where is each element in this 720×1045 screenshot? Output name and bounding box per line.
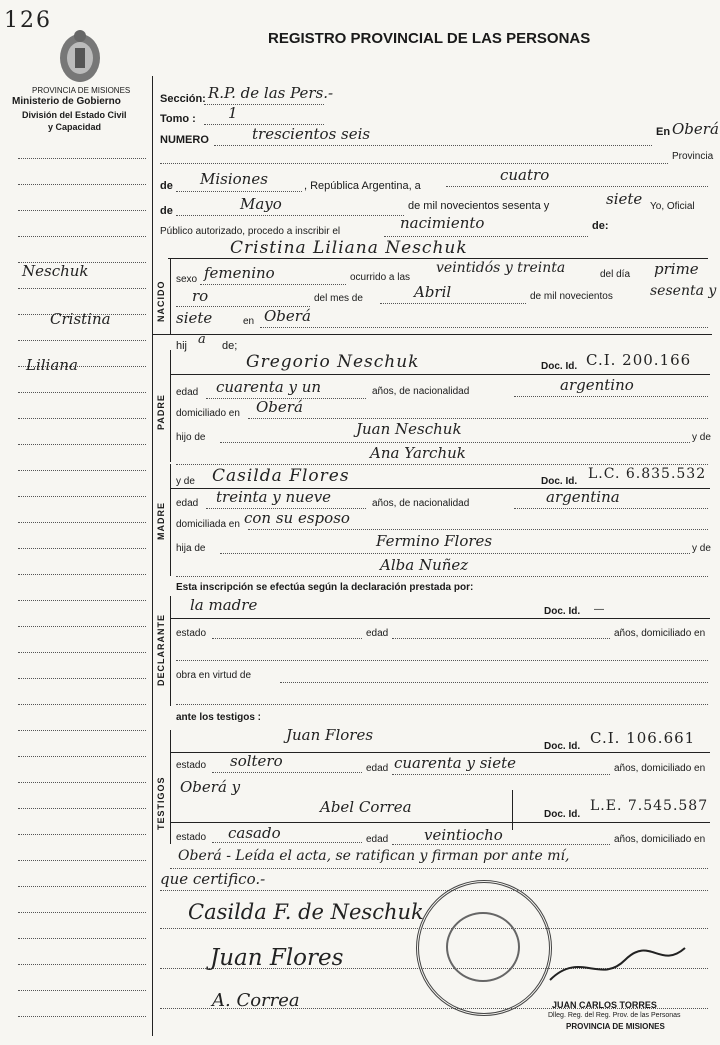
margin-note-middle-name: Liliana	[26, 356, 78, 374]
numero-label: NUMERO	[160, 134, 209, 146]
nacido-anio-cont: siete	[176, 309, 213, 327]
official-signature-icon	[540, 940, 690, 990]
dia-label: del día	[600, 269, 631, 280]
nacido-anio-value: sesenta y	[650, 283, 717, 299]
acto-value: nacimiento	[400, 214, 485, 232]
testigo1-edad-value: cuarenta y siete	[394, 754, 516, 772]
testigo2-domicilio-label: años, domiciliado en	[614, 834, 706, 845]
en-label: En	[656, 126, 671, 138]
testigo2-edad-label: edad	[366, 834, 389, 845]
declarante-obra-label: obra en virtud de	[176, 670, 252, 681]
padre-doc-label: Doc. Id.	[541, 361, 578, 372]
signature-testigo-1: Juan Flores	[210, 945, 344, 971]
hij-value: a	[198, 332, 206, 347]
hora-value: veintidós y treinta	[436, 260, 566, 276]
testigo2-doc-label: Doc. Id.	[544, 809, 581, 820]
madre-nombre: Casilda Flores	[212, 466, 350, 486]
madre-y-de-label: y de	[176, 476, 195, 487]
hij-de-label: de;	[222, 340, 238, 352]
madre-padre-de: Fermino Flores	[376, 532, 493, 550]
org-province: PROVINCIA DE MISIONES	[32, 86, 131, 95]
numero-value: trescientos seis	[252, 125, 371, 143]
oficial-cargo: Dlleg. Reg. del Reg. Prov. de las Personas	[548, 1012, 681, 1019]
testigo1-domicilio-value: Oberá y	[180, 778, 241, 796]
nacido-dia-value: prime	[654, 260, 699, 278]
padre-y-de-label: y de	[692, 432, 711, 443]
madre-edad-label: edad	[176, 498, 199, 509]
mes-value: Mayo	[240, 195, 282, 213]
de-label-2: de	[160, 205, 173, 217]
nacido-dia-cont: ro	[192, 287, 209, 305]
org-capacity: y Capacidad	[48, 122, 102, 132]
nacido-mes-value: Abril	[414, 283, 452, 301]
padre-madre-de: Ana Yarchuk	[370, 444, 466, 462]
provincia-value: Misiones	[200, 170, 268, 188]
testigo2-edad-value: veintiocho	[424, 826, 503, 844]
margin-note-first-name: Cristina	[50, 310, 111, 328]
sexo-value: femenino	[204, 264, 275, 282]
declarante-intro: Esta inscripción se efectúa según la declaración prestada por:	[176, 582, 474, 593]
seccion-label: Sección:	[160, 93, 206, 105]
testigo1-domicilio-label: años, domiciliado en	[614, 763, 706, 774]
madre-y-de2-label: y de	[692, 543, 711, 554]
ocurrido-label: ocurrido a las	[350, 272, 411, 283]
sexo-label: sexo	[176, 274, 198, 285]
anio-value: siete	[606, 190, 643, 208]
hij-label: hij	[176, 340, 188, 352]
coat-of-arms-icon	[55, 28, 105, 84]
tomo-value: 1	[228, 104, 238, 122]
madre-doc-value: L.C. 6.835.532	[588, 466, 707, 482]
padre-hijo-label: hijo de	[176, 432, 206, 443]
madre-doc-label: Doc. Id.	[541, 476, 578, 487]
nacido-en-label: en	[243, 316, 255, 327]
oficial-provincia: PROVINCIA DE MISIONES	[566, 1022, 665, 1031]
en-value: Oberá	[672, 120, 719, 138]
oficial-label: Yo, Oficial	[650, 201, 695, 212]
nacido-lugar-value: Oberá	[264, 307, 311, 325]
padre-domicilio-value: Oberá	[256, 398, 303, 416]
page-number: 126	[4, 8, 52, 33]
testigo1-doc-value: C.I. 106.661	[590, 729, 696, 747]
mes-label: del mes de	[314, 293, 363, 304]
declarante-nombre: la madre	[190, 596, 258, 614]
padre-nombre: Gregorio Neschuk	[246, 352, 420, 372]
section-label-padre: PADRE	[156, 394, 166, 430]
cierre-text: que certifico.-	[160, 870, 266, 888]
signature-testigo-2: A. Correa	[212, 990, 300, 1011]
madre-domicilio-label: domiciliada en	[176, 519, 240, 530]
nacido-nombre: Cristina Liliana Neschuk	[230, 238, 468, 258]
testigo2-doc-value: L.E. 7.545.587	[590, 798, 709, 814]
publico-label: Público autorizado, procedo a inscribir el	[160, 226, 341, 237]
madre-edad-value: treinta y nueve	[216, 488, 332, 506]
madre-nacionalidad-value: argentina	[546, 488, 620, 506]
section-label-testigos: TESTIGOS	[156, 776, 166, 830]
testigo1-estado-value: soltero	[230, 752, 283, 770]
padre-padre-de: Juan Neschuk	[356, 420, 462, 438]
oficial-nombre: JUAN CARLOS TORRES	[552, 1000, 657, 1010]
de-label-3: de:	[592, 220, 609, 232]
padre-nacionalidad-value: argentino	[560, 376, 634, 394]
testigo2-domicilio-value: Oberá - Leída el acta, se ratifican y firman por ante mí,	[178, 848, 570, 864]
section-label-declarante: DECLARANTE	[156, 614, 166, 686]
testigo2-estado-label: estado	[176, 832, 207, 843]
madre-hija-label: hija de	[176, 543, 206, 554]
section-label-madre: MADRE	[156, 502, 166, 540]
section-label-nacido: NACIDO	[156, 280, 166, 322]
testigos-intro: ante los testigos :	[176, 712, 262, 723]
madre-domicilio-value: con su esposo	[244, 509, 350, 527]
tomo-label: Tomo :	[160, 113, 196, 125]
declarante-edad-label: edad	[366, 628, 389, 639]
padre-nacionalidad-label: años, de nacionalidad	[372, 386, 470, 397]
testigo1-estado-label: estado	[176, 760, 207, 771]
republica-label: , República Argentina, a	[304, 180, 421, 192]
seccion-value: R.P. de las Pers.-	[208, 84, 334, 102]
declarante-doc-label: Doc. Id.	[544, 606, 581, 617]
declarante-estado-label: estado	[176, 628, 207, 639]
testigo1-edad-label: edad	[366, 763, 389, 774]
main-column-rule	[152, 76, 153, 1036]
dia-value: cuatro	[500, 166, 550, 184]
margin-note-surname: Neschuk	[22, 262, 89, 280]
madre-madre-de: Alba Nuñez	[380, 556, 469, 574]
padre-doc-value: C.I. 200.166	[586, 351, 692, 369]
signature-declarante: Casilda F. de Neschuk	[188, 900, 424, 924]
document-title: REGISTRO PROVINCIAL DE LAS PERSONAS	[268, 30, 591, 47]
madre-nacionalidad-label: años, de nacionalidad	[372, 498, 470, 509]
de-label-1: de	[160, 180, 173, 192]
anio-label: de mil novecientos sesenta y	[408, 200, 550, 212]
declarante-doc-value: —	[594, 604, 604, 615]
testigo2-estado-value: casado	[228, 824, 281, 842]
testigo2-nombre: Abel Correa	[320, 798, 412, 816]
padre-domicilio-label: domiciliado en	[176, 408, 240, 419]
testigo1-doc-label: Doc. Id.	[544, 741, 581, 752]
nacido-anio-label: de mil novecientos	[530, 291, 613, 302]
testigo1-nombre: Juan Flores	[286, 726, 374, 744]
declarante-domicilio-label: años, domiciliado en	[614, 628, 706, 639]
padre-edad-label: edad	[176, 387, 199, 398]
padre-edad-value: cuarenta y un	[216, 378, 322, 396]
org-division: División del Estado Civil	[22, 110, 127, 120]
provincia-label: Provincia	[672, 151, 714, 162]
org-ministry: Ministerio de Gobierno	[12, 96, 121, 107]
